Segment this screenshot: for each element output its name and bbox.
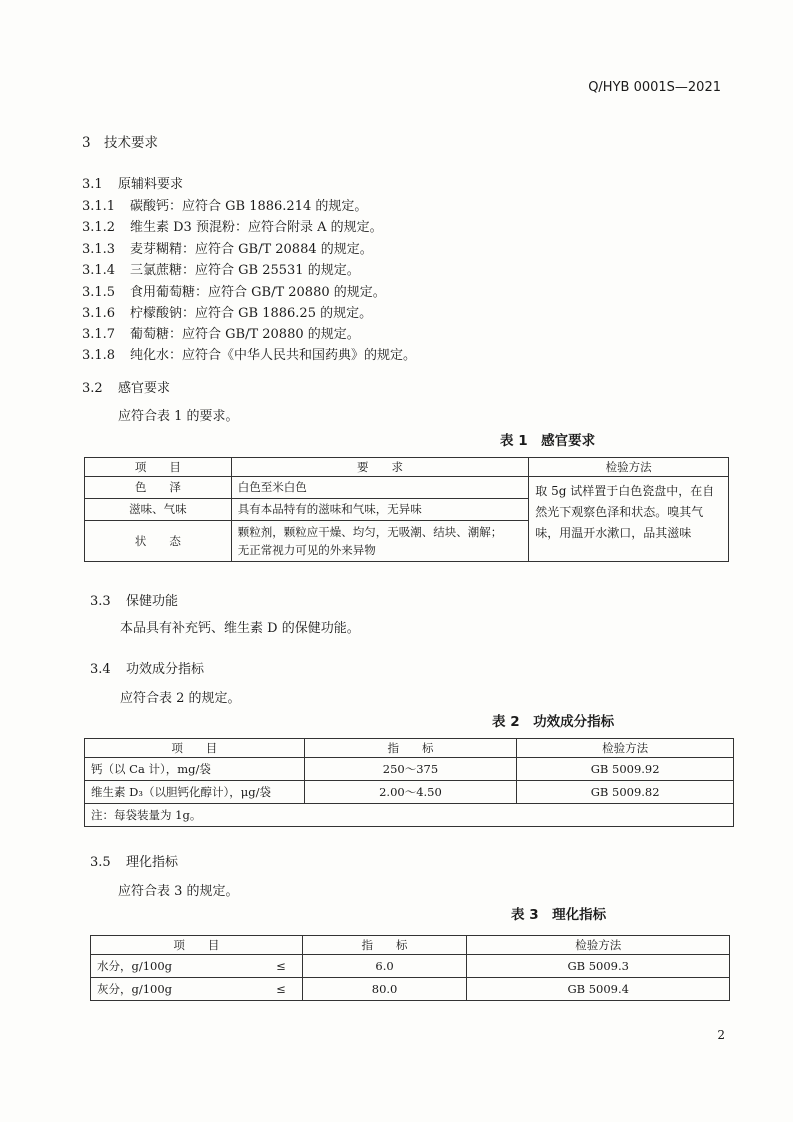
document-code: Q/HYB 0001S—2021 [588,80,721,95]
clause-3-1-1 [82,195,367,214]
table-header-row [85,739,734,758]
table-cell: 具有本品特有的滋味和气味，无异味 [231,499,529,521]
section-3-1-heading [82,173,183,192]
clause-3-1-2 [82,216,383,235]
method-line: 然光下观察色泽和状态。嗅其气 [535,505,704,519]
clause-3-1-8 [82,344,416,363]
table-cell: GB 5009.3 [467,955,730,978]
section-number: 3.4 [90,662,111,677]
section-3-4-body: 应符合表 2 的规定。 [120,691,241,706]
section-3-5-body: 应符合表 3 的规定。 [118,884,239,899]
section-3-3-heading [90,590,178,609]
section-3-2-heading [82,377,170,396]
table-row [85,781,734,804]
table-header-cell: 项 目 [91,936,303,955]
table-cell [231,521,529,562]
clause-text: 三氯蔗糖：应符合 GB 25531 的规定。 [130,263,360,278]
table-header-cell: 项 目 [85,458,232,477]
method-line: 取 5g 试样置于白色瓷盘中，在自 [535,484,715,498]
clause-number: 3.1.4 [82,263,116,278]
table-row [91,955,730,978]
table-note: 注：每袋装量为 1g。 [85,804,734,827]
inspection-method-cell [529,477,729,562]
section-title: 感官要求 [118,381,171,396]
clause-text: 柠檬酸钠：应符合 GB 1886.25 的规定。 [130,306,373,321]
table-cell: ≤ [260,978,302,1001]
table-header-row [85,458,729,477]
clause-number: 3.1.7 [82,327,116,342]
clause-number: 3.1.5 [82,285,116,300]
table-row [85,758,734,781]
clause-text: 纯化水：应符合《中华人民共和国药典》的规定。 [130,348,417,363]
table-2-caption: 表 2 功效成分指标 [492,714,615,730]
clause-number: 3.1.1 [82,199,116,214]
section-3-4-heading [90,658,204,677]
section-title: 理化指标 [126,855,179,870]
section-title: 原辅料要求 [118,177,184,192]
clause-text: 碳酸钙：应符合 GB 1886.214 的规定。 [130,199,368,214]
page-number: 2 [717,1028,725,1042]
table-cell: 水分，g/100g [91,955,261,978]
clause-3-1-6 [82,302,372,321]
table-cell: 状 态 [85,521,232,562]
section-number: 3 [82,135,91,151]
table-1 [84,457,729,562]
section-title: 功效成分指标 [126,662,205,677]
table-cell: GB 5009.92 [517,758,734,781]
clause-3-1-4 [82,259,360,278]
clause-3-1-3 [82,238,373,257]
table-row [91,978,730,1001]
table-header-cell: 要 求 [231,458,529,477]
table-cell: ≤ [260,955,302,978]
section-3-5-heading [90,851,178,870]
clause-number: 3.1.8 [82,348,116,363]
clause-text: 维生素 D3 预混粉：应符合附录 A 的规定。 [130,220,383,235]
table-cell: 6.0 [302,955,467,978]
table-row [85,477,729,499]
table-1-caption: 表 1 感官要求 [500,433,596,449]
section-3-heading [82,131,158,151]
table-cell: 2.00～4.50 [304,781,517,804]
table-cell: 灰分，g/100g [91,978,261,1001]
table-cell: 色 泽 [85,477,232,499]
section-number: 3.3 [90,594,111,609]
table-cell: GB 5009.4 [467,978,730,1001]
section-3-3-body: 本品具有补充钙、维生素 D 的保健功能。 [120,621,360,636]
table-2 [84,738,734,827]
table-header-cell: 检验方法 [517,739,734,758]
clause-text: 食用葡萄糖：应符合 GB/T 20880 的规定。 [130,285,386,300]
clause-number: 3.1.2 [82,220,116,235]
table-note-row [85,804,734,827]
section-3-2-body: 应符合表 1 的要求。 [118,409,239,424]
section-number: 3.1 [82,177,103,192]
section-number: 3.5 [90,855,111,870]
clause-number: 3.1.3 [82,242,116,257]
table-cell: 白色至米白色 [231,477,529,499]
cell-line: 颗粒剂，颗粒应干燥、均匀，无吸潮、结块、潮解； [237,525,503,539]
table-cell: 250～375 [304,758,517,781]
table-cell: 维生素 D₃（以胆钙化醇计），μg/袋 [85,781,305,804]
section-title: 技术要求 [104,135,158,151]
table-cell: 钙（以 Ca 计），mg/袋 [85,758,305,781]
clause-number: 3.1.6 [82,306,116,321]
table-header-cell: 指 标 [304,739,517,758]
clause-text: 葡萄糖：应符合 GB/T 20880 的规定。 [130,327,360,342]
table-header-cell: 检验方法 [467,936,730,955]
table-cell: 滋味、气味 [85,499,232,521]
table-header-cell: 检验方法 [529,458,729,477]
method-line: 味，用温开水漱口，品其滋味 [535,526,692,540]
section-title: 保健功能 [126,594,179,609]
cell-line: 无正常视力可见的外来异物 [237,543,376,557]
section-number: 3.2 [82,381,103,396]
table-cell: GB 5009.82 [517,781,734,804]
table-cell: 80.0 [302,978,467,1001]
table-header-cell: 指 标 [302,936,467,955]
clause-text: 麦芽糊精：应符合 GB/T 20884 的规定。 [130,242,373,257]
table-header-row [91,936,730,955]
table-3 [90,935,730,1001]
clause-3-1-5 [82,281,386,300]
clause-3-1-7 [82,323,360,342]
table-header-cell: 项 目 [85,739,305,758]
table-3-caption: 表 3 理化指标 [511,907,607,923]
